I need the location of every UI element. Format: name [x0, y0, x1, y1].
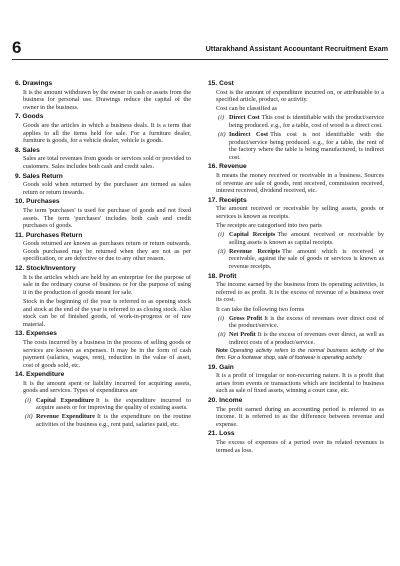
section-heading [208, 163, 384, 172]
note-text: Operating activity refers to the normal business activity of the firm. For a footwear shop, sale of footwear is operating activity. [216, 348, 384, 361]
list-marker: (i) [218, 114, 224, 122]
list-item-text: This cost is not identifiable with the product/service being produced. e.g., for a table, the rent of the factory where the table is being manufactured, is indirect cost. [229, 131, 384, 161]
definition-section [208, 273, 384, 362]
section-heading [15, 80, 191, 89]
definition-section [15, 80, 191, 111]
list-item-text: It is the excess of revenues over direct cost of the product/service. [229, 314, 384, 330]
list-item [208, 231, 384, 246]
header-rule [12, 59, 388, 60]
paragraph: Sales are total revenues from goods or services sold or provided to customers. Sales includes both cash and credit sales. [23, 155, 191, 170]
list-item [208, 131, 384, 161]
paragraph: The income earned by the business from its operating activities, is referred to as profit. It is the excess of revenue of a business over its cost. [216, 281, 384, 304]
paragraph: The costs incurred by a business in the process of selling goods or services are known as expenses. It may be in the form of cash payment (salaries, wages, rent), reduction in the value of asset, cost of goods sold, etc. [23, 338, 191, 369]
definition-section [15, 173, 191, 197]
section-heading [208, 364, 384, 373]
section-heading [208, 273, 384, 282]
section-number: 8. [15, 146, 21, 154]
paragraph: The amount received or receivable by selling assets, goods or services is known as receipts. [216, 205, 384, 220]
section-title: Revenue [219, 163, 247, 171]
definition-section [208, 430, 384, 454]
list-item [15, 397, 191, 412]
section-heading [15, 265, 191, 274]
section-title: Stock/Inventory [26, 265, 76, 273]
list-item-body [36, 413, 191, 428]
section-number: 15. [208, 80, 218, 87]
section-title: Expenses [26, 330, 57, 338]
list-marker: (i) [25, 396, 31, 404]
list-item-term: Net Profit [229, 331, 256, 339]
list-item-term: Capital Receipts [229, 231, 276, 239]
section-title: Loss [219, 430, 235, 438]
list-item-body [229, 131, 384, 161]
section-title: Gain [219, 363, 234, 371]
list-item-term: Revenue Expenditure [36, 413, 96, 421]
section-heading [208, 430, 384, 439]
section-heading [208, 197, 384, 206]
definition-section [15, 147, 191, 171]
list-item-body [36, 397, 191, 412]
list-item-body [229, 248, 384, 271]
list-item-text: It is the expenditure incurred to acquire assets or for improving the quality of existing assets. [36, 396, 191, 412]
paragraph: It is a profit of irregular or non-recurring nature. It is a profit that arises from events or transactions which are incidental to business such as sale of fixed assets, winning a court case, etc. [216, 372, 384, 395]
section-title: Cost [219, 80, 234, 87]
list-marker: (i) [218, 314, 224, 322]
list-item [208, 331, 384, 346]
definition-section [15, 330, 191, 369]
list-marker: (ii) [218, 247, 226, 255]
note-label: Note [216, 348, 228, 354]
section-heading [208, 397, 384, 406]
list-item [15, 413, 191, 428]
list-item-term: Indirect Cost [229, 131, 269, 139]
list-item-term: Direct Cost [229, 114, 260, 122]
section-number: 14. [15, 371, 25, 379]
paragraph: Goods are the articles in which a business deals. It is a term that applies to all the items held for sale. For a furniture dealer, furniture is goods, for a vehicle dealer, vehicle is goods. [23, 121, 191, 145]
section-heading [15, 113, 191, 122]
section-title: Purchases [26, 198, 60, 206]
section-number: 12. [15, 265, 25, 273]
list-item-body [229, 114, 384, 129]
list-item-text: It is the excess of revenues over direct, as well as indirect costs of a product/service. [229, 331, 385, 346]
section-heading [15, 232, 191, 241]
section-heading [15, 147, 191, 156]
definition-section [15, 113, 191, 144]
section-heading [15, 198, 191, 207]
definition-section [208, 197, 384, 271]
list-marker: (ii) [218, 331, 226, 339]
list-item-body [229, 331, 384, 346]
section-number: 21. [208, 430, 218, 438]
section-heading [15, 330, 191, 339]
section-title: Goods [22, 113, 44, 121]
running-title: Uttarakhand Assistant Accountant Recruitment Exam [205, 44, 388, 53]
list-item-body [229, 231, 384, 246]
definition-section [15, 371, 191, 428]
definition-section [15, 265, 191, 328]
list-marker: (i) [218, 231, 224, 239]
paragraph: It is the amount withdrawn by the owner in cash or assets from the business for personal use. Drawings reduce the capital of the owner in the business. [23, 88, 191, 111]
section-heading [15, 371, 191, 380]
list-item-text: The amount received or receivable by selling assets is known as capital receipts. [229, 231, 384, 246]
section-number: 6. [15, 80, 21, 87]
note [208, 348, 384, 362]
page-header [12, 40, 388, 62]
section-title: Receipts [219, 196, 247, 204]
paragraph: Cost can be classified as [216, 105, 278, 113]
list-item [208, 315, 384, 330]
definition-section [15, 232, 191, 263]
section-title: Sales Return [22, 172, 63, 180]
paragraph: It means the money received or receivable in a business. Sources of revenue are sale of goods, rent received, commission received, interest received, dividend received, etc. [216, 172, 384, 195]
list-item-text: This cost is identifiable with the product/service being produced. e.g., for a table, cost of wood is a direct cost. [229, 114, 384, 129]
definition-section [208, 397, 384, 428]
paragraph: It is the amount spent or liability incurred for acquiring assets, goods and services. Types of expenditures are [23, 379, 191, 395]
section-title: Expenditure [26, 371, 65, 379]
section-number: 7. [15, 113, 21, 121]
section-heading [208, 80, 384, 89]
section-number: 18. [208, 272, 218, 280]
list-marker: (ii) [218, 131, 226, 139]
definition-section [208, 364, 384, 395]
right-column [208, 80, 384, 456]
section-number: 17. [208, 196, 218, 204]
list-item [208, 114, 384, 129]
section-title: Drawings [22, 80, 53, 87]
section-number: 10. [15, 198, 25, 206]
paragraph: The excess of expenses of a period over its related revenues is termed as loss. [216, 438, 384, 454]
paragraph: Stock in the beginning of the year is referred to as opening stock and stock at the end of the year is referred to as closing stock. Also stock can be of finished goods, of work-in-progress or of raw material. [23, 297, 191, 328]
section-title: Purchases Return [25, 231, 83, 239]
section-number: 19. [208, 363, 218, 371]
paragraph: The profit earned during an accounting period is referred to as income. It is referred to as the difference between revenue and expense. [216, 405, 384, 428]
definition-section [208, 163, 384, 194]
definition-section [208, 80, 384, 161]
paragraph: The term 'purchases' is used for purchase of goods and not fixed assets. The term 'purchases' includes both cash and credit purchases of goods. [23, 206, 191, 230]
left-column [15, 80, 191, 430]
section-title: Profit [219, 272, 237, 280]
section-number: 20. [208, 396, 218, 404]
section-title: Sales [22, 146, 40, 154]
list-item-body [229, 315, 384, 330]
list-item [208, 248, 384, 271]
paragraph: Goods returned are known as purchases return or return outwards. Goods purchased may be returned when they are not as per specification, or are defective or due to any other reason. [23, 240, 191, 263]
section-title: Income [219, 396, 243, 404]
section-heading [15, 173, 191, 182]
list-item-term: Capital Expenditure [36, 396, 94, 404]
list-item-text: The amount which is received or receivable, against the sale of goods or services is known as revenue receipts. [229, 247, 384, 271]
definition-section [15, 198, 191, 229]
paragraph: It can take the following two forms [216, 305, 305, 313]
list-item-term: Revenue Receipts [229, 247, 281, 255]
section-number: 11. [15, 231, 24, 239]
paragraph: Cost is the amount of expenditure incurred on, or attributable to a specified article, product, or activity. [216, 88, 384, 104]
list-marker: (ii) [25, 413, 33, 421]
list-item-text: It is the expenditure on the routine activities of the business e.g., rent paid, salaries paid, etc. [36, 413, 191, 428]
section-number: 16. [208, 163, 218, 171]
section-number: 13. [15, 330, 25, 338]
section-number: 9. [15, 172, 21, 180]
list-item-term: Gross Profit [229, 314, 263, 322]
page-number: 6 [12, 38, 22, 57]
paragraph: It is the articles which are held by an enterprise for the purpose of sale in the ordinary course of business or for the purpose of using it in the production of goods meant for sale. [23, 273, 191, 296]
paragraph: The receipts are categorised into two parts [216, 222, 322, 230]
paragraph: Goods sold when returned by the purchaser are termed as sales return or return inwards. [23, 181, 191, 196]
